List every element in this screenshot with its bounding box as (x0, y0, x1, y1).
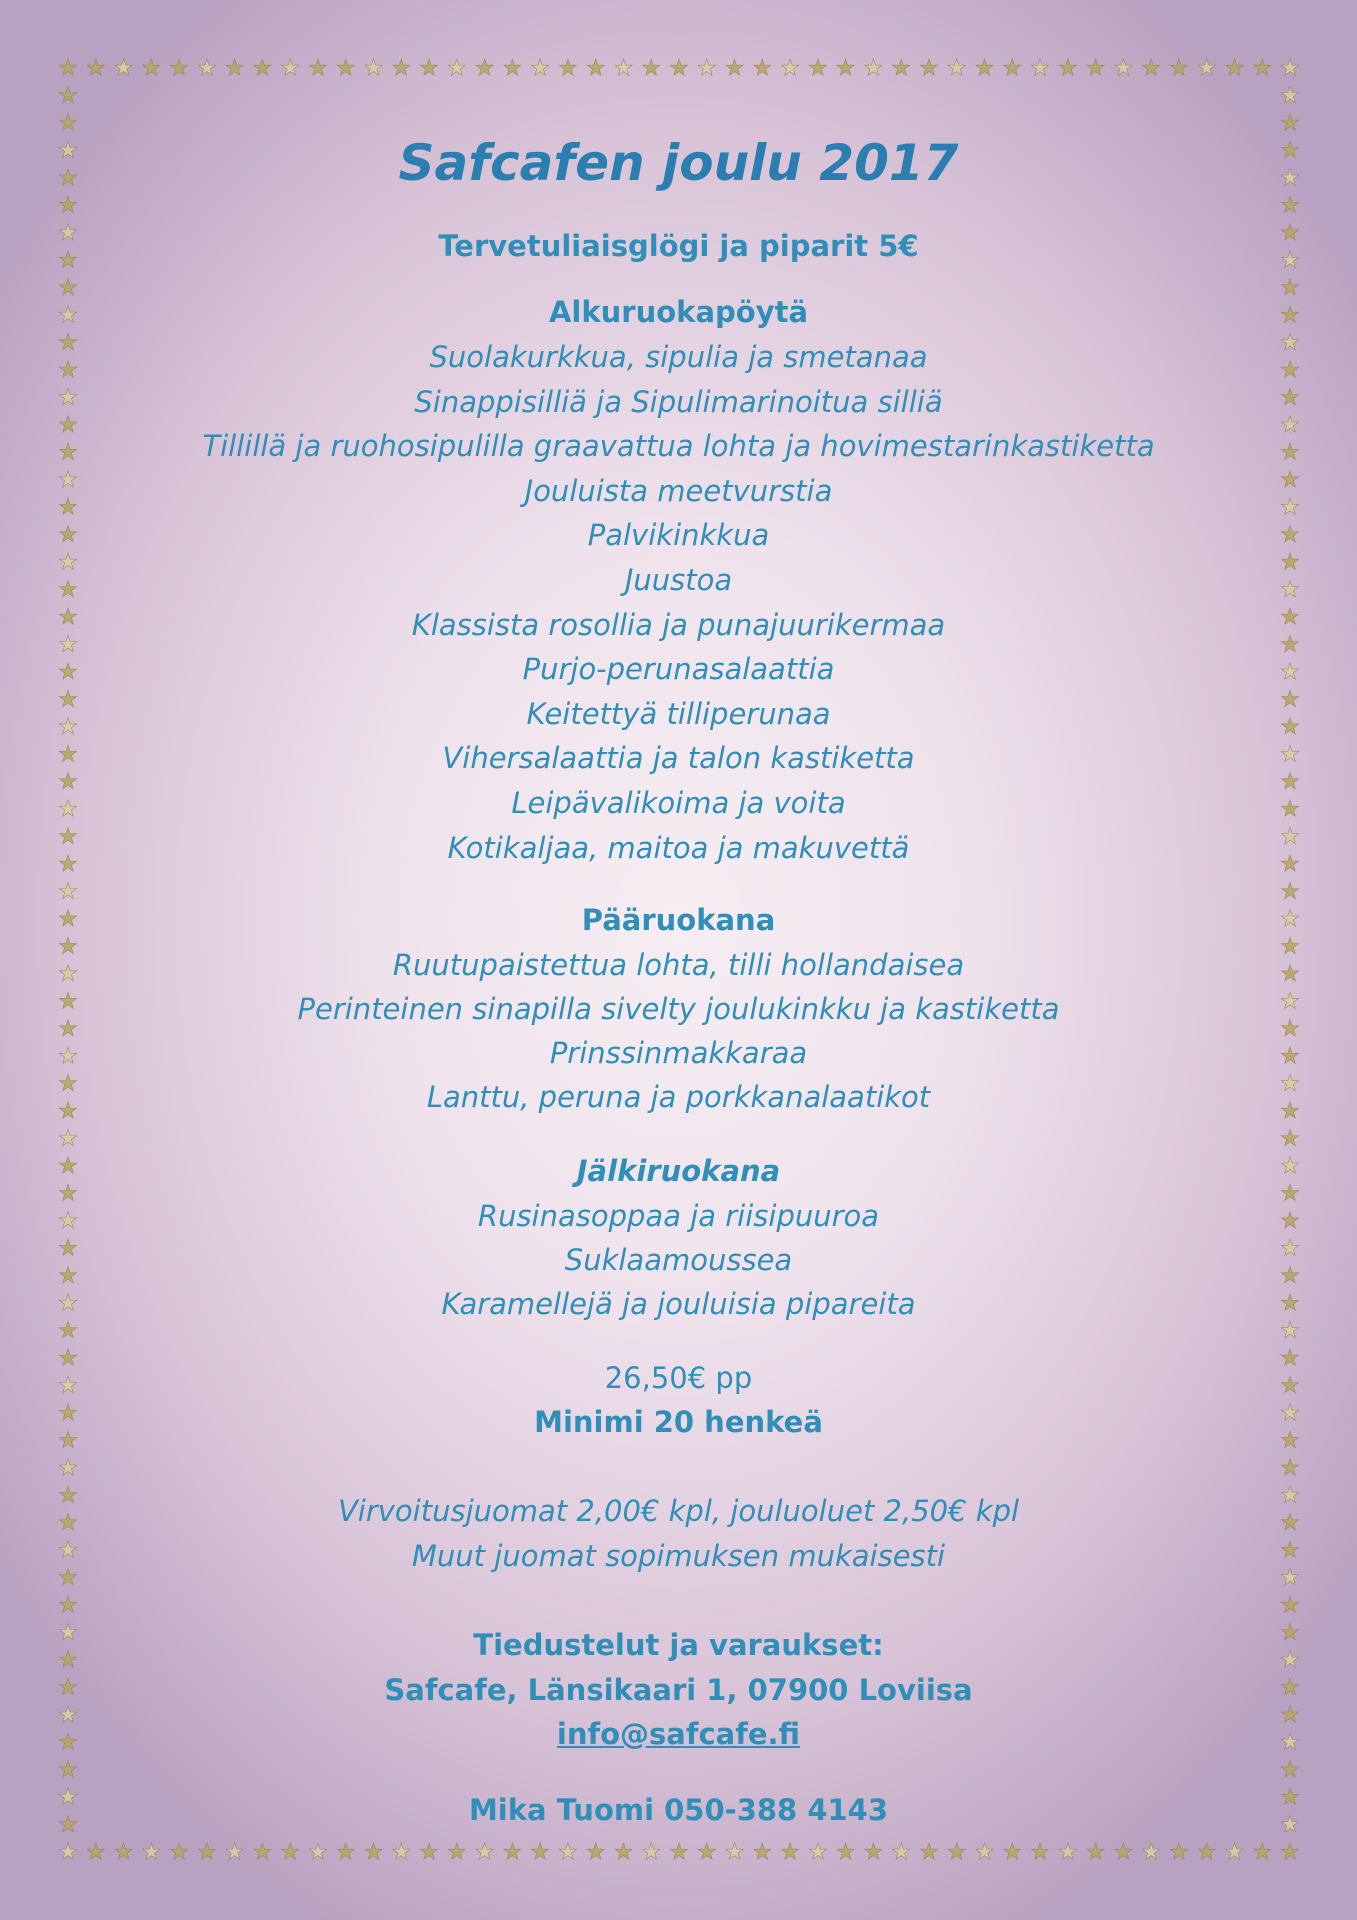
menu-item: Suolakurkkua, sipulia ja smetanaa (429, 340, 928, 374)
star-icon (1031, 59, 1048, 75)
star-icon (254, 1843, 271, 1859)
star-icon (1031, 1843, 1048, 1859)
star-icon (559, 59, 576, 75)
star-icon (559, 1843, 576, 1859)
menu-item: Lanttu, peruna ja porkkanalaatikot (426, 1080, 931, 1114)
star-icon (59, 882, 76, 898)
star-icon (171, 59, 188, 75)
star-icon (615, 1843, 632, 1859)
star-icon (1281, 86, 1298, 102)
star-icon (171, 1843, 188, 1859)
star-icon (448, 1843, 465, 1859)
star-icon (1170, 1843, 1187, 1859)
star-icon (754, 59, 771, 75)
star-icon (309, 1843, 326, 1859)
menu-item: Leipävalikoima ja voita (511, 786, 846, 820)
menu-item: Kotikaljaa, maitoa ja makuvettä (447, 831, 910, 865)
star-icon (420, 1843, 437, 1859)
page-title: Safcafen joulu 2017 (398, 134, 959, 192)
star-icon (865, 59, 882, 75)
star-icon (59, 279, 76, 295)
star-icon (59, 196, 76, 212)
star-icon (1281, 196, 1298, 212)
star-icon (59, 1843, 76, 1859)
star-icon (976, 59, 993, 75)
star-icon (59, 1322, 76, 1338)
star-icon (59, 1459, 76, 1475)
menu-item: Juustoa (624, 563, 733, 597)
star-icon (920, 1843, 937, 1859)
contact-heading: Tiedustelut ja varaukset: (473, 1628, 884, 1662)
star-icon (1198, 59, 1215, 75)
star-icon (837, 1843, 854, 1859)
star-icon (1281, 1322, 1298, 1338)
star-icon (1281, 882, 1298, 898)
star-icon (476, 1843, 493, 1859)
star-icon (837, 59, 854, 75)
star-icon (1059, 59, 1076, 75)
menu-item: Karamellejä ja jouluisia pipareita (441, 1287, 916, 1321)
menu-item: Rusinasoppaa ja riisipuuroa (477, 1199, 880, 1233)
star-icon (893, 1843, 910, 1859)
star-icon (59, 416, 76, 432)
menu-item: Klassista rosollia ja punajuurikermaa (411, 608, 946, 642)
menu-item: Sinappisilliä ja Sipulimarinoitua silliä (414, 385, 943, 419)
star-icon (337, 1843, 354, 1859)
star-icon (1281, 1184, 1298, 1200)
star-icon (1254, 1843, 1271, 1859)
star-icon (976, 1843, 993, 1859)
star-icon (1170, 59, 1187, 75)
mains-heading: Pääruokana (581, 903, 776, 937)
contact-address: Safcafe, Länsikaari 1, 07900 Loviisa (384, 1673, 973, 1707)
star-icon (282, 1843, 299, 1859)
star-icon (337, 59, 354, 75)
star-icon (365, 59, 382, 75)
star-icon (1281, 416, 1298, 432)
star-icon (143, 59, 160, 75)
email-link[interactable]: info@safcafe.fi (556, 1717, 801, 1751)
menu-item: Prinssinmakkaraa (549, 1036, 808, 1070)
star-icon (532, 59, 549, 75)
menu-item: Vihersalaattia ja talon kastiketta (442, 741, 915, 775)
menu-item: Jouluista meetvurstia (524, 474, 833, 508)
star-icon (587, 59, 604, 75)
star-icon (1281, 1459, 1298, 1475)
star-icon (698, 1843, 715, 1859)
star-icon (1115, 59, 1132, 75)
star-icon (726, 1843, 743, 1859)
star-icon (920, 59, 937, 75)
star-icon (87, 59, 104, 75)
star-icon (1059, 1843, 1076, 1859)
drinks-line: Virvoitusjuomat 2,00€ kpl, jouluoluet 2,50€ kpl (337, 1494, 1020, 1528)
star-icon (115, 59, 132, 75)
star-icon (1004, 1843, 1021, 1859)
star-icon (59, 773, 76, 789)
menu-item: Perinteinen sinapilla sivelty joulukinkku ja kastiketta (297, 992, 1060, 1026)
star-icon (1281, 59, 1298, 75)
star-icon (1087, 59, 1104, 75)
star-icon (115, 1843, 132, 1859)
star-icon (754, 1843, 771, 1859)
star-icon (698, 59, 715, 75)
star-icon (948, 1843, 965, 1859)
star-icon (198, 59, 215, 75)
star-icon (1087, 1843, 1104, 1859)
menu-item: Tillillä ja ruohosipulilla graavattua lohta ja hovimestarinkastiketta (202, 429, 1155, 463)
star-icon (393, 1843, 410, 1859)
star-icon (1143, 59, 1160, 75)
star-icon (532, 1843, 549, 1859)
star-icon (59, 1761, 76, 1777)
star-icon (587, 1843, 604, 1859)
star-icon (643, 59, 660, 75)
star-icon (1281, 1761, 1298, 1777)
star-icon (893, 59, 910, 75)
star-icon (1226, 1843, 1243, 1859)
menu-item: Keitettyä tilliperunaa (526, 697, 831, 731)
star-icon (1143, 1843, 1160, 1859)
star-icon (1198, 1843, 1215, 1859)
welcome-offer: Tervetuliaisglögi ja piparit 5€ (438, 229, 919, 263)
star-icon (1254, 59, 1271, 75)
star-icon (948, 59, 965, 75)
starters-heading: Alkuruokapöytä (548, 295, 809, 329)
star-icon (448, 59, 465, 75)
star-icon (1281, 1349, 1298, 1365)
star-icon (643, 1843, 660, 1859)
star-icon (254, 59, 271, 75)
star-icon (393, 59, 410, 75)
star-icon (1281, 1843, 1298, 1859)
star-icon (198, 1843, 215, 1859)
star-icon (1115, 1843, 1132, 1859)
star-icon (59, 86, 76, 102)
star-icon (1226, 59, 1243, 75)
star-icon (615, 59, 632, 75)
star-icon (59, 1129, 76, 1145)
star-icon (782, 59, 799, 75)
menu-item: Suklaamoussea (564, 1243, 793, 1277)
star-icon (809, 59, 826, 75)
star-icon (59, 1349, 76, 1365)
star-icon (1281, 1596, 1298, 1612)
star-icon (420, 59, 437, 75)
contact-person: Mika Tuomi 050-388 4143 (468, 1793, 889, 1827)
menu-item: Purjo-perunasalaattia (522, 652, 835, 686)
star-icon (282, 59, 299, 75)
star-icon (226, 1843, 243, 1859)
star-icon (1004, 59, 1021, 75)
star-icon (504, 1843, 521, 1859)
star-icon (670, 59, 687, 75)
drinks-line: Muut juomat sopimuksen mukaisesti (411, 1539, 946, 1573)
minimum-guests: Minimi 20 henkeä (534, 1405, 823, 1439)
star-icon (59, 1596, 76, 1612)
star-icon (59, 114, 76, 130)
star-icon (504, 59, 521, 75)
star-icon (1281, 773, 1298, 789)
star-icon (476, 59, 493, 75)
star-icon (365, 1843, 382, 1859)
star-icon (143, 1843, 160, 1859)
star-icon (865, 1843, 882, 1859)
star-icon (226, 59, 243, 75)
star-icon (1281, 279, 1298, 295)
star-icon (1281, 1129, 1298, 1145)
star-icon (782, 1843, 799, 1859)
star-icon (59, 1184, 76, 1200)
menu-item: Palvikinkkua (587, 518, 770, 552)
star-icon (87, 1843, 104, 1859)
price: 26,50€ pp (604, 1361, 753, 1395)
menu-item: Ruutupaistettua lohta, tilli hollandaisea (392, 948, 965, 982)
star-icon (670, 1843, 687, 1859)
star-icon (726, 59, 743, 75)
star-icon (809, 1843, 826, 1859)
star-icon (59, 59, 76, 75)
desserts-heading: Jälkiruokana (576, 1154, 781, 1188)
star-icon (309, 59, 326, 75)
star-icon (1281, 114, 1298, 130)
